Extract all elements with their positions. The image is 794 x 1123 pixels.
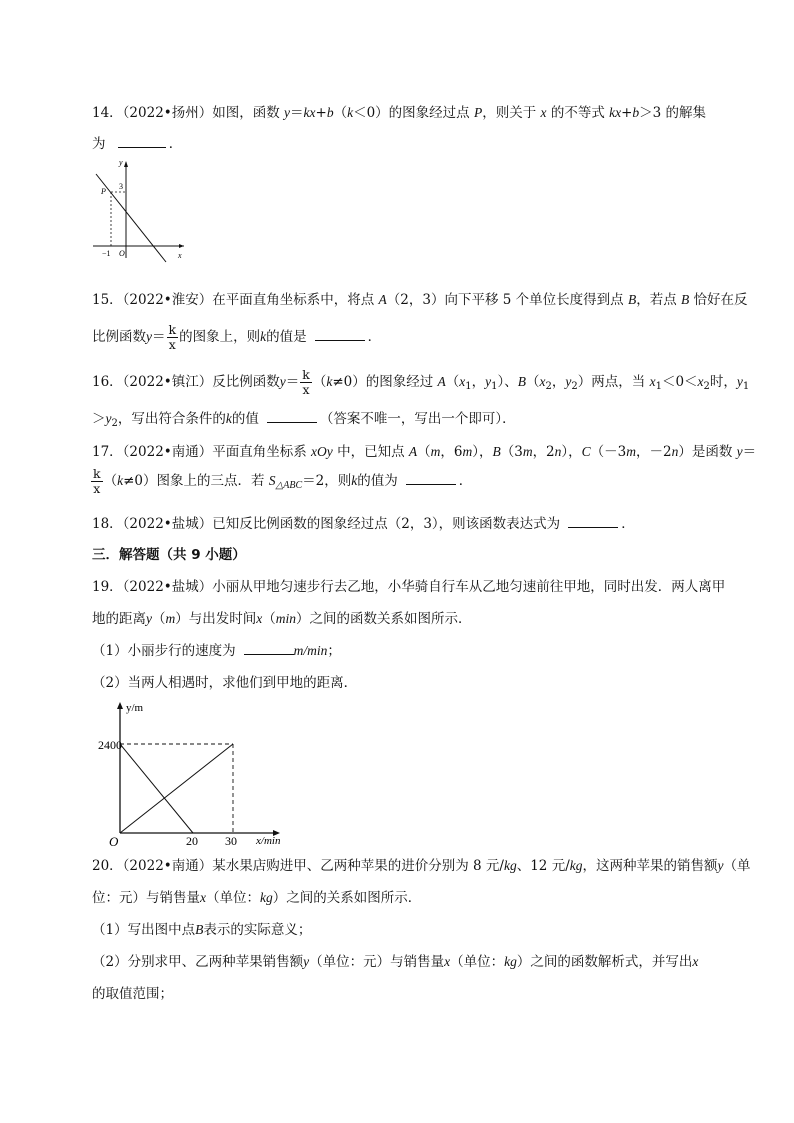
q19-var: m [165, 611, 176, 626]
x-axis-arrow [179, 244, 184, 248]
q19-text: （ [262, 611, 276, 627]
fraction-numerator: k [93, 466, 101, 481]
q20-text: 表示的实际意义； [203, 922, 312, 938]
q17-var: y [736, 444, 743, 459]
q14-text: ＜0）的图象经过点 [353, 105, 474, 121]
q20-part2 [92, 953, 698, 971]
q15-text: 的值是 [266, 329, 307, 345]
q15-text: ，若点 [636, 292, 681, 308]
q17-var: B [492, 444, 501, 459]
q19-text: （ [152, 611, 166, 627]
q17-text: （3 [500, 444, 523, 460]
q16-var: k [225, 411, 232, 426]
q16-text: ＝ [285, 374, 300, 390]
q16-sub: 2 [571, 381, 578, 392]
q18-line [92, 515, 635, 533]
q15-text: ． [367, 329, 382, 345]
q17-text: ）， [472, 444, 493, 460]
tick-2400: 2400 [98, 738, 122, 752]
q20-line1 [92, 857, 751, 875]
q15-line1 [92, 291, 748, 309]
q16-text: ，写出符合条件的 [117, 411, 226, 427]
q16-text: （答案不唯一，写出一个即可）． [319, 411, 516, 427]
q20-text: 位：元）与销售量 [92, 890, 200, 906]
tick-neg1: −1 [102, 249, 111, 258]
q17-text: （ [417, 444, 431, 460]
y-axis-label: y [119, 158, 123, 167]
q15-var: A [378, 292, 387, 307]
q19-text: ； [327, 643, 341, 659]
q17-text: ）是函数 [678, 444, 737, 460]
q19-text: 地的距离 [92, 611, 146, 627]
q15-text: 恰好在反 [689, 292, 748, 308]
q16-sub: 1 [465, 381, 472, 392]
q17-text: ）， [561, 444, 582, 460]
q15-text: 比例函数 [92, 329, 146, 345]
q14-var: P [473, 105, 483, 120]
q17-var: m [430, 444, 441, 459]
q17-var: m [522, 444, 533, 459]
q20-unit: kg [504, 954, 517, 969]
q19-text: （1）小丽步行的速度为 [92, 643, 236, 659]
q15-var: y [146, 329, 152, 344]
q17-text: ，2 [532, 444, 555, 460]
q20-line2 [92, 889, 421, 907]
q20-var: x [692, 954, 699, 969]
q16-sub: 2 [111, 418, 118, 429]
q16-var: y [279, 374, 286, 389]
q20-unit: kg [503, 858, 517, 873]
section-heading: 三．解答题（共 9 小题） [92, 547, 246, 563]
q17-var: k [117, 473, 124, 488]
q16-var: y [105, 411, 112, 426]
q14-text: ＞3 的解集 [639, 105, 707, 121]
q19-line1: 19．（2022•盐城）小丽从甲地匀速步行去乙地，小华骑自行车从乙地匀速前往甲地，同时出发．两人离甲 [92, 579, 726, 595]
origin-label: O [109, 834, 119, 849]
q14-text: ，则关于 [482, 105, 541, 121]
q19-var: min [275, 611, 296, 626]
q16-text: ≠0）的图象经过 [332, 374, 438, 390]
q14-text: ＝ [290, 105, 304, 121]
q16-sub: 2 [545, 381, 552, 392]
q17-text: ，－2 [636, 444, 672, 460]
q14-text: + [621, 105, 633, 121]
tick-20: 20 [186, 834, 198, 848]
q19-var: y [146, 611, 152, 626]
q17-text: ． [458, 473, 473, 489]
q15-text: 15．（2022•淮安）在平面直角坐标系中，将点 [92, 292, 379, 308]
q20-text: （2）分别求甲、乙两种苹果销售额 [92, 954, 304, 970]
x-axis-label: x [178, 251, 182, 260]
q14-var: b [326, 105, 334, 120]
q17-var: C [581, 444, 591, 459]
fraction-numerator: k [302, 367, 310, 382]
q16-var: y [565, 374, 572, 389]
q19-graph [98, 698, 298, 849]
q14-line1 [92, 104, 706, 122]
q17-text: 中，已知点 [332, 444, 409, 460]
q16-var: B [517, 374, 527, 389]
q16-sub: 1 [742, 381, 750, 392]
q17-var: k [351, 473, 358, 488]
q14-var: b [632, 105, 640, 120]
q20-text: 20．（2022•南通）某水果店购进甲、乙两种苹果的进价分别为 8 元/ [92, 858, 504, 874]
q19-text: ）之间的函数关系如图所示． [296, 611, 472, 627]
q20-line-last: 的取值范围； [92, 986, 173, 1002]
q17-line2 [90, 466, 472, 501]
q15-line2 [92, 322, 381, 352]
q19-line2 [92, 610, 472, 628]
q20-var: x [444, 954, 451, 969]
q18-text: 18．（2022•盐城）已知反比例函数的图象经过点（2，3），则该函数表达式为 [92, 516, 561, 532]
q16-text: 的值 [231, 411, 259, 427]
q14-text: + [315, 105, 327, 121]
q19-unit: m/min [293, 643, 328, 658]
q17-var: m [626, 444, 637, 459]
q17-var: m [462, 444, 473, 459]
q17-text: （－3 [590, 444, 627, 460]
q14-graph [88, 158, 188, 262]
fraction-k-over-x [91, 467, 103, 496]
q20-text: （单 [723, 858, 751, 874]
q15-text: ＝ [152, 329, 166, 345]
q14-text: 的不等式 [546, 105, 610, 121]
fraction-denominator: x [93, 481, 101, 496]
x-axis-label: x/min [256, 835, 281, 847]
q17-text: 的值为 [357, 473, 398, 489]
q17-text: ＝ [742, 444, 757, 460]
q17-text: ＝2，则 [302, 473, 352, 489]
answer-blank[interactable] [406, 472, 456, 485]
q16-text: （ [526, 374, 540, 390]
q17-var: A [408, 444, 418, 459]
q16-var: y [736, 374, 743, 389]
y-axis-arrow [117, 702, 123, 709]
q16-var: y [485, 374, 492, 389]
q16-text: ， [471, 374, 486, 390]
q20-text: ，这两种苹果的销售额 [582, 858, 718, 874]
q20-text: ）之间的函数解析式，并写出 [516, 954, 693, 970]
q17-text: ≠0）图象上的三点．若 [123, 473, 269, 489]
answer-blank[interactable] [568, 515, 618, 528]
xiaoli-line [120, 744, 233, 833]
q20-unit: kg [569, 858, 583, 873]
q20-var: y [717, 858, 724, 873]
q20-text: ）之间的关系如图所示． [272, 890, 422, 906]
q17-var: n [554, 444, 562, 459]
q16-text: 时， [709, 374, 737, 390]
q15-var: B [681, 292, 690, 307]
fraction-k-over-x [300, 368, 312, 397]
q17-sub: △ABC [275, 480, 303, 491]
q14-line2 [92, 135, 182, 153]
q20-text: （单位： [450, 954, 505, 970]
q20-part1 [92, 921, 311, 939]
q16-var: k [326, 374, 333, 389]
origin-label: O [119, 249, 125, 258]
q16-text: 16．（2022•镇江）反比例函数 [92, 374, 280, 390]
q16-sub: 2 [703, 381, 710, 392]
answer-blank[interactable] [315, 328, 365, 341]
q14-var: kx [303, 105, 316, 120]
point-p: P [101, 187, 106, 196]
q20-text: 、12 元/ [516, 858, 570, 874]
q16-var: x [697, 374, 704, 389]
q17-var: n [671, 444, 679, 459]
tick-30: 30 [225, 834, 237, 848]
q15-var: k [260, 329, 267, 344]
q16-var: x [459, 374, 466, 389]
y-axis-arrow [124, 161, 128, 167]
q14-var: x [540, 105, 547, 120]
q19-part1 [92, 642, 341, 660]
q17-line1 [92, 443, 756, 461]
q16-text: ＞ [92, 411, 106, 427]
q16-line1 [92, 367, 749, 402]
answer-blank[interactable] [244, 642, 294, 655]
q19-part2: （2）当两人相遇时，求他们到甲地的距离． [92, 675, 358, 691]
q14-text: ． [168, 136, 183, 152]
q16-text: ＜0＜ [661, 374, 698, 390]
fraction-k-over-x [167, 323, 179, 352]
q20-var: y [303, 954, 310, 969]
answer-blank[interactable] [118, 135, 166, 148]
q15-var: B [627, 292, 637, 307]
q16-var: x [539, 374, 546, 389]
q20-var: B [195, 922, 204, 937]
q16-var: A [437, 374, 446, 389]
q16-text: （ [312, 374, 327, 390]
fraction-denominator: x [302, 382, 310, 397]
q17-var: S [268, 473, 276, 488]
q16-text: ， [551, 374, 566, 390]
q18-text: ． [621, 516, 635, 532]
q14-text: 为 [92, 136, 106, 152]
q14-var: y [284, 105, 291, 120]
q15-text: 的图象上，则 [179, 329, 261, 345]
q16-line2 [92, 410, 516, 433]
q16-text: ）、 [497, 374, 518, 390]
y-axis-label: y/m [126, 702, 144, 714]
q14-text: 14．（2022•扬州）如图，函数 [92, 105, 285, 121]
q16-sub: 1 [491, 381, 498, 392]
q20-text: （单位： [206, 890, 260, 906]
q17-text: 17．（2022•南通）平面直角坐标系 [92, 444, 312, 460]
tick-3: 3 [119, 182, 123, 191]
q14-var: k [347, 105, 354, 120]
answer-blank[interactable] [267, 410, 317, 423]
q17-var: xOy [311, 444, 333, 459]
xiaohua-line [120, 744, 193, 833]
fraction-denominator: x [168, 337, 176, 352]
q16-text: （ [445, 374, 460, 390]
fraction-numerator: k [168, 322, 177, 337]
q17-text: ，6 [440, 444, 463, 460]
q16-var: x [649, 374, 656, 389]
q14-var: kx [609, 105, 622, 120]
q16-text: ）两点，当 [577, 374, 650, 390]
q16-sub: 1 [655, 381, 662, 392]
q20-unit: kg [260, 890, 273, 905]
q20-text: （1）写出图中点 [92, 922, 196, 938]
q20-var: x [200, 890, 206, 905]
q19-var: x [256, 611, 263, 626]
q17-text: （ [103, 473, 118, 489]
q14-text: （ [333, 105, 348, 121]
q19-text: ）与出发时间 [175, 611, 257, 627]
q15-text: （2，3）向下平移 5 个单位长度得到点 [386, 292, 628, 308]
q20-text: （单位：元）与销售量 [309, 954, 445, 970]
